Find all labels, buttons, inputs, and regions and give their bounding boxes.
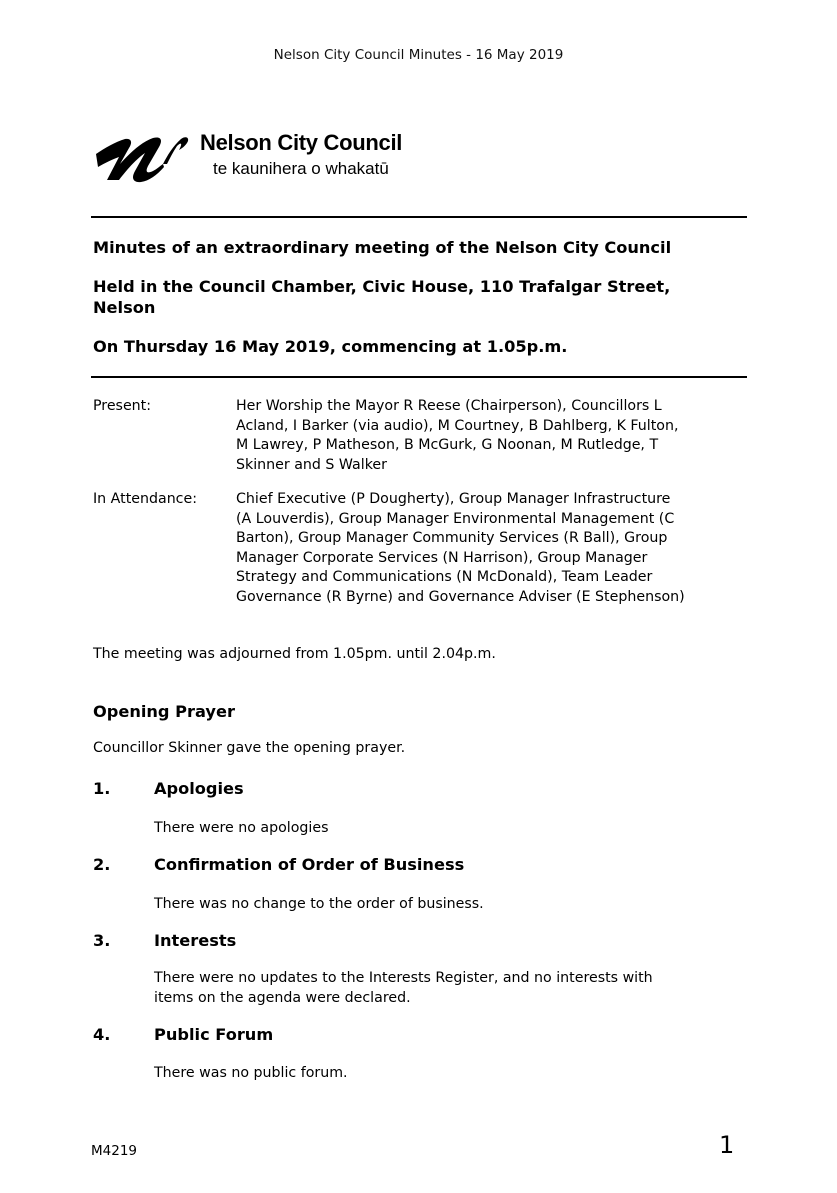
running-header: Nelson City Council Minutes - 16 May 2019 xyxy=(273,47,564,63)
attendance-list xyxy=(236,490,751,607)
title-rule xyxy=(91,376,747,378)
present-line: M Lawrey, P Matheson, B McGurk, G Noonan, M Rutledge, T xyxy=(236,437,659,453)
item-title-interests: Interests xyxy=(154,931,237,950)
item-number: 4. xyxy=(93,1025,111,1044)
item-body-line: There was no public forum. xyxy=(154,1065,348,1081)
item-title-order-of-business: Confirmation of Order of Business xyxy=(154,855,465,874)
present-label: Present: xyxy=(93,398,152,414)
present-line: Skinner and S Walker xyxy=(236,456,387,473)
meeting-venue-line-2: Nelson xyxy=(93,298,156,317)
adjournment-note: The meeting was adjourned from 1.05pm. until 2.04p.m. xyxy=(93,646,496,662)
meeting-venue-line-1: Held in the Council Chamber, Civic House, 110 Trafalgar Street, xyxy=(93,277,671,296)
item-body-line: There were no updates to the Interests Register, and no interests with xyxy=(154,970,653,986)
attendance-line: (A Louverdis), Group Manager Environmental Management (C xyxy=(236,510,675,527)
item-body-interests xyxy=(154,969,744,1008)
attendance-line: Manager Corporate Services (N Harrison), Group Manager xyxy=(236,549,648,566)
top-rule xyxy=(91,216,747,218)
meeting-date-line: On Thursday 16 May 2019, commencing at 1.05p.m. xyxy=(93,337,568,356)
council-logo-mark-icon xyxy=(93,128,191,188)
attendance-line: Barton), Group Manager Community Services (R Ball), Group xyxy=(236,530,668,546)
present-line: Her Worship the Mayor R Reese (Chairperson), Councillors L xyxy=(236,398,662,414)
item-body-apologies xyxy=(154,819,744,839)
page-number: 1 xyxy=(719,1131,735,1159)
item-body-line: There were no apologies xyxy=(154,820,329,836)
item-number: 2. xyxy=(93,855,111,874)
document-reference: M4219 xyxy=(91,1143,138,1159)
item-body-line: items on the agenda were declared. xyxy=(154,989,411,1006)
item-number: 3. xyxy=(93,931,111,950)
item-number: 1. xyxy=(93,779,111,798)
item-title-apologies: Apologies xyxy=(154,779,244,798)
item-body-public-forum xyxy=(154,1064,744,1084)
logo-title: Nelson City Council xyxy=(200,130,403,155)
item-title-public-forum: Public Forum xyxy=(154,1025,274,1044)
opening-prayer-text: Councillor Skinner gave the opening prayer. xyxy=(93,740,406,756)
item-body-line: There was no change to the order of business. xyxy=(154,896,484,912)
meeting-title: Minutes of an extraordinary meeting of the Nelson City Council xyxy=(93,238,672,257)
present-line: Acland, I Barker (via audio), M Courtney, B Dahlberg, K Fulton, xyxy=(236,417,679,434)
attendance-line: Strategy and Communications (N McDonald), Team Leader xyxy=(236,569,653,585)
logo-tagline: te kaunihera o whakatū xyxy=(213,159,389,178)
council-logo xyxy=(93,128,423,188)
opening-prayer-heading: Opening Prayer xyxy=(93,702,235,721)
attendance-line: Chief Executive (P Dougherty), Group Manager Infrastructure xyxy=(236,491,671,507)
attendance-line: Governance (R Byrne) and Governance Adviser (E Stephenson) xyxy=(236,588,685,605)
present-list xyxy=(236,397,751,475)
item-body-order-of-business xyxy=(154,895,744,915)
attendance-label: In Attendance: xyxy=(93,491,197,507)
